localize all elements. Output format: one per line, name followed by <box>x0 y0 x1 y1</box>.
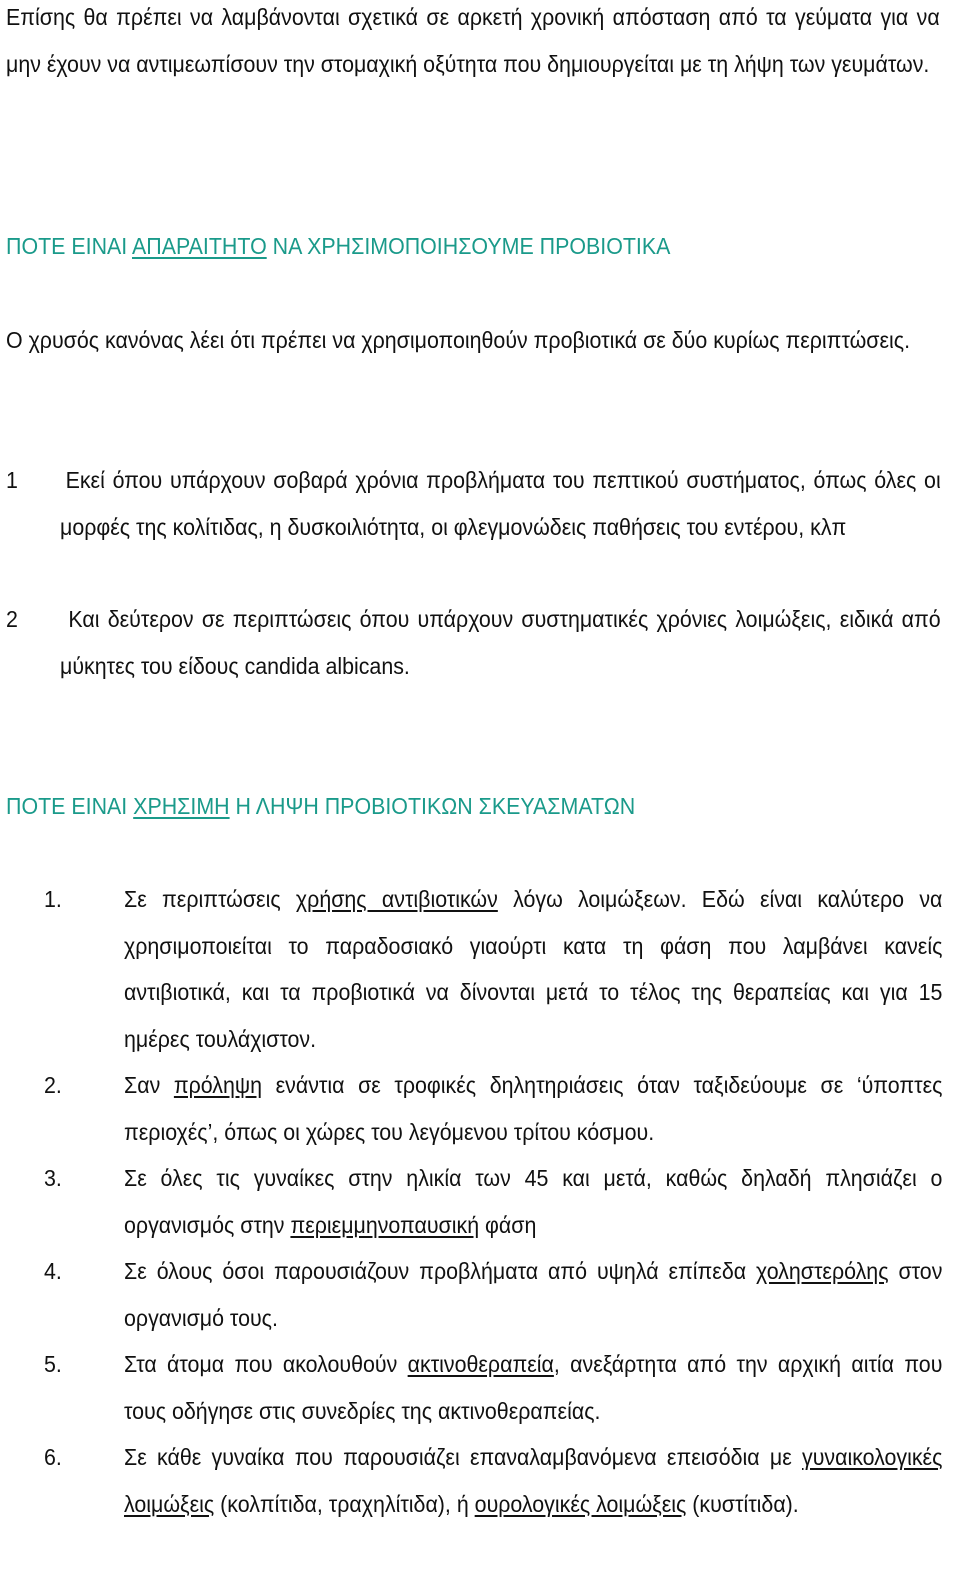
case-text: Εκεί όπου υπάρχουν σοβαρά χρόνια προβλήματα του πεπτικού συστήματος, όπως όλες οι μορφές της κολίτιδας, η δυσκοιλιότητα, οι φλεγμονώδεις παθήσεις του εντέρου, κλπ <box>60 467 941 540</box>
list-item <box>0 1062 943 1155</box>
list-item <box>0 876 943 1062</box>
use-text <box>124 1155 942 1248</box>
link-antibiotics[interactable]: χρήσης αντιβιοτικών <box>295 886 498 912</box>
section-heading-required <box>6 231 670 261</box>
heading-link-required[interactable]: ΑΠΑΡΑΙΤΗΤΟ <box>132 233 267 259</box>
heading-text-rest: Η ΛΗΨΗ ΠΡΟΒΙΟΤΙΚΩΝ ΣΚΕΥΑΣΜΑΤΩΝ <box>229 793 636 819</box>
link-radiotherapy[interactable]: ακτινοθεραπεία <box>407 1351 554 1377</box>
use-number: 1. <box>44 886 62 912</box>
link-gynecological-infections[interactable]: γυναικολογικές λοιμώξεις <box>124 1444 943 1517</box>
use-text-end: στον οργανισμό τους. <box>124 1258 943 1331</box>
use-text-start: Στα άτομα που ακολουθούν <box>124 1351 408 1377</box>
list-item <box>0 1248 943 1341</box>
heading-text: ΠΟΤΕ ΕΙΝΑΙ <box>6 233 133 259</box>
use-text <box>124 1062 942 1155</box>
use-text-middle: (κολπίτιδα, τραχηλίτιδα), ή <box>214 1490 475 1517</box>
use-number: 2. <box>44 1072 62 1098</box>
link-urological-infections[interactable]: ουρολογικές λοιμώξεις <box>474 1490 687 1517</box>
use-text <box>124 1341 942 1434</box>
use-text-end: λόγω λοιμώξεων. Εδώ είναι καλύτερο να χρησιμοποιείται το παραδοσιακό γιαούρτι κατα τη φάση που λαμβάνει κανείς αντιβιοτικά, και τα προβιοτικά να δίνονται μετά το τέλος της θεραπείας και για 15 ημέρες τουλάχιστον. <box>124 886 943 1052</box>
list-item <box>6 596 940 689</box>
intro-paragraph <box>6 0 940 87</box>
use-text-end: φάση <box>479 1211 537 1238</box>
use-text-end: (κυστίτιδα). <box>686 1490 799 1517</box>
link-prevention[interactable]: πρόληψη <box>173 1072 263 1098</box>
list-item <box>0 1434 943 1574</box>
use-text-start: Σε περιπτώσεις <box>124 886 296 912</box>
use-text-start: Σαν <box>124 1072 174 1098</box>
use-number: 6. <box>44 1444 62 1470</box>
use-number: 3. <box>44 1165 62 1191</box>
heading-link-useful[interactable]: ΧΡΗΣΙΜΗ <box>133 793 230 819</box>
use-text <box>124 1248 942 1341</box>
link-cholesterol[interactable]: χοληστερόλης <box>756 1258 889 1284</box>
intro-text: Επίσης θα πρέπει να λαμβάνονται σχετικά σε αρκετή χρονική απόσταση από τα γεύματα για να μην έχουν να αντιμεωπίσουν την στομαχική οξύτητα που δημιουργείται με τη λήψη των γευμάτων. <box>6 4 940 77</box>
rule-text: Ο χρυσός κανόνας λέει ότι πρέπει να χρησιμοποιηθούν προβιοτικά σε δύο κυρίως περιπτώσεις. <box>6 327 911 353</box>
list-item <box>0 1341 943 1434</box>
list-item <box>0 1155 943 1248</box>
use-text-end: , ανεξάρτητα από την αρχική αιτία που τους οδήγησε στις συνεδρίες της ακτινοθεραπείας. <box>124 1351 943 1424</box>
use-text-end: ενάντια σε τροφικές δηλητηριάσεις όταν ταξιδεύουμε σε ‘ύποπτες περιοχές’, όπως οι χώρες του λεγόμενου τρίτου κόσμου. <box>124 1072 943 1145</box>
use-text <box>124 1434 942 1527</box>
use-number: 5. <box>44 1351 62 1377</box>
list-item <box>6 457 940 550</box>
link-perimenopause[interactable]: περιεμμηνοπαυσική <box>290 1211 480 1238</box>
use-number: 4. <box>44 1258 62 1284</box>
heading-text-rest: ΝΑ ΧΡΗΣΙΜΟΠΟΙΗΣΟΥΜΕ ΠΡΟΒΙΟΤΙΚΑ <box>266 233 671 259</box>
section-heading-useful <box>6 791 635 821</box>
rule-paragraph <box>6 317 940 364</box>
use-text <box>124 876 942 1062</box>
case-number: 2 <box>6 606 18 632</box>
case-number: 1 <box>6 467 18 493</box>
use-text-start: Σε κάθε γυναίκα που παρουσιάζει επαναλαμβανόμενα επεισόδια με <box>124 1444 803 1470</box>
use-text-start: Σε όλες τις γυναίκες στην ηλικία των 45 και μετά, καθώς δηλαδή πλησιάζει ο οργανισμός στην <box>124 1165 943 1238</box>
heading-text: ΠΟΤΕ ΕΙΝΑΙ <box>6 793 134 819</box>
case-text: Και δεύτερον σε περιπτώσεις όπου υπάρχουν συστηματικές χρόνιες λοιμώξεις, ειδικά από μύκητες του είδους candida albicans. <box>60 606 941 679</box>
use-text-start: Σε όλους όσοι παρουσιάζουν προβλήματα από υψηλά επίπεδα <box>124 1258 757 1284</box>
